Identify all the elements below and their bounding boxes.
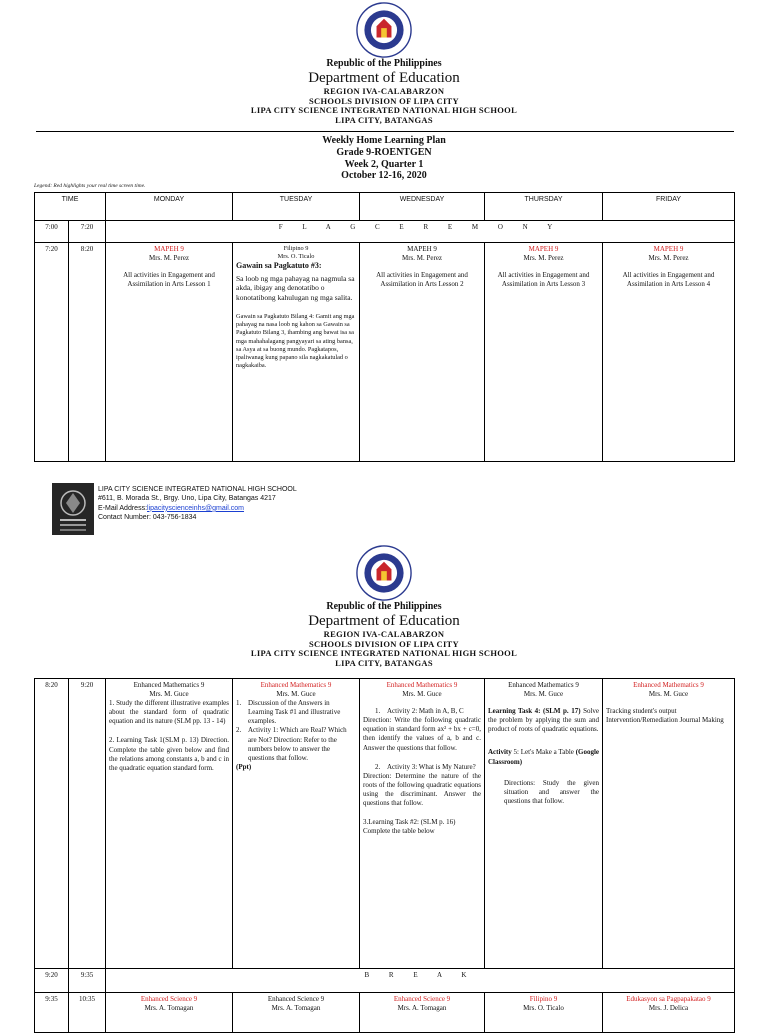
time-end: 7:20	[69, 221, 106, 243]
plan-week: Week 2, Quarter 1	[344, 158, 424, 170]
subject-name: Enhanced Mathematics 9	[633, 681, 704, 689]
page1-header	[0, 58, 768, 126]
teacher-name: Mrs. J. Delica	[648, 1004, 689, 1013]
list-item: 2. Activity 1: Which are Real? Which are Not? Direction: Refer to the numbers below to answer the questions that follow.	[236, 726, 347, 762]
thursday-cell	[485, 679, 603, 969]
tuesday-header: TUESDAY	[233, 193, 360, 221]
subject-name: Enhanced Science 9	[267, 995, 325, 1003]
plan-info	[0, 135, 768, 182]
footer-school: LIPA CITY SCIENCE INTEGRATED NATIONAL HIGH SCHOOL	[98, 486, 297, 493]
footer-email-line	[98, 504, 297, 513]
teacher-name: Mrs. O. Ticalo	[523, 1004, 564, 1013]
list-item: 1. Discussion of the Answers in Learning Task #1 and illustrative examples.	[236, 699, 341, 726]
ppt-note: (Ppt)	[236, 762, 252, 771]
page2-header	[0, 601, 768, 669]
time-start: 9:20	[35, 969, 69, 993]
break-row	[35, 969, 735, 993]
item-1-text: Study the different illustrative examples about the standard form of quadratic equation and its nature (SLM pp. 13 - 14)	[109, 699, 230, 726]
item-1-number: 1.	[109, 699, 115, 708]
lt4-text: Solve the problem by applying the sum and product of roots of quadratic equations.	[488, 707, 600, 734]
legend-text: Legend: Red highlights your real time screen time.	[34, 183, 146, 189]
time-start: 9:35	[35, 993, 69, 1033]
flag-row	[35, 221, 735, 243]
header-divider	[36, 131, 734, 132]
act5-gc: (Google Classroom)	[488, 748, 600, 766]
region-text: REGION IVA-CALABARZON	[323, 85, 445, 96]
plan-grade: Grade 9-ROENTGEN	[336, 146, 432, 158]
subject-name: MAPEH 9	[528, 245, 559, 253]
thursday-cell	[485, 243, 603, 462]
learning-task-4	[488, 707, 599, 734]
city-text: LIPA CITY, BATANGAS	[335, 115, 433, 126]
time-start: 7:00	[35, 221, 69, 243]
day-header-row	[35, 193, 735, 221]
subject-name: Enhanced Mathematics 9	[260, 681, 332, 689]
friday-cell	[603, 679, 735, 969]
item-2: 2. Learning Task 1(SLM p. 13) Direction. Complete the table given below and find the relations among constants a, b and c in the quadratic equation standard form.	[109, 736, 229, 772]
teacher-name: Mrs. M. Perez	[523, 254, 564, 263]
division-text: SCHOOLS DIVISION OF LIPA CITY	[309, 95, 459, 106]
city-text: LIPA CITY, BATANGAS	[335, 658, 433, 669]
break-label: B R E A K	[106, 969, 735, 993]
table-row	[35, 679, 735, 969]
learning-task-2: 3.Learning Task #2: (SLM p. 16) Complete the table below	[363, 818, 456, 836]
wednesday-cell	[360, 243, 485, 462]
time-start: 8:20	[35, 679, 69, 969]
email-link[interactable]: lipacityscienceinhs@gmail.com	[147, 504, 245, 512]
tuesday-cell	[233, 243, 360, 462]
division-text: SCHOOLS DIVISION OF LIPA CITY	[309, 638, 459, 649]
gawain-text: Sa loob ng mga pahayag na nagmula sa akda, ibigay ang denotatibo o konotatibong kahulugan ng mga salita.	[236, 273, 355, 303]
teacher-name: Mrs. M. Guce	[149, 690, 189, 699]
subject-name: Filipino 9	[283, 245, 309, 252]
friday-cell	[603, 993, 735, 1033]
teacher-name: Mrs. M. Perez	[648, 254, 689, 263]
activity-text: All activities in Engagement and Assimilation in Arts Lesson 4	[622, 271, 715, 289]
activity-text: All activities in Engagement and Assimilation in Arts Lesson 1	[123, 271, 215, 289]
wednesday-cell	[360, 679, 485, 969]
school-text: LIPA CITY SCIENCE INTEGRATED NATIONAL HIGH SCHOOL	[250, 105, 518, 116]
email-label: E-Mail Address:	[98, 504, 148, 512]
activity-2-direction: Direction: Write the following quadratic equation in standard form ax² + bx + c=0, then identify the values of a, b and c. Answer the questions that follow.	[363, 716, 481, 752]
footer-text	[98, 485, 297, 523]
subject-name: MAPEH 9	[154, 245, 184, 253]
subject-name: Enhanced Science 9	[140, 995, 198, 1003]
monday-header: MONDAY	[106, 193, 233, 221]
list-item: 2. Activity 3: What is My Nature?	[375, 762, 476, 771]
time-end: 8:20	[69, 243, 106, 462]
plan-title: Weekly Home Learning Plan	[322, 135, 446, 146]
plan-dates: October 12-16, 2020	[341, 170, 427, 182]
time-header: TIME	[35, 193, 106, 221]
activity-text: All activities in Engagement and Assimilation in Arts Lesson 2	[376, 271, 468, 289]
teacher-name: Mrs. M. Guce	[648, 690, 689, 699]
monday-cell	[106, 243, 233, 462]
teacher-name: Mrs. A. Tomagan	[397, 1004, 447, 1013]
time-end: 9:35	[69, 969, 106, 993]
region-text: REGION IVA-CALABARZON	[323, 628, 445, 639]
friday-header: FRIDAY	[603, 193, 735, 221]
subject-name: Enhanced Mathematics 9	[133, 681, 205, 689]
lt4-title: Learning Task 4: (SLM p. 17)	[488, 707, 581, 716]
teacher-name: Mrs. M. Guce	[523, 690, 564, 699]
teacher-name: Mrs. M. Guce	[402, 690, 442, 699]
time-start: 7:20	[35, 243, 69, 462]
friday-note: Tracking student's output Intervention/Remediation Journal Making	[606, 707, 724, 725]
gawain-title: Gawain sa Pagkatuto #3:	[236, 261, 322, 271]
teacher-name: Mrs. A. Tomagan	[271, 1004, 321, 1013]
teacher-name: Mrs. M. Perez	[148, 254, 190, 263]
activity-5	[488, 748, 599, 766]
subject-name: Enhanced Mathematics 9	[508, 681, 579, 689]
department-title: Department of Education	[308, 69, 460, 86]
wednesday-cell	[360, 993, 485, 1033]
gawain4-text: Gawain sa Pagkatuto Bilang 4: Gamit ang mga pahayag na nasa loob ng kahon sa Gawain sa Pagkatuto Bilang 3, ihambing ang bawat isa sa mga mahahalagang pangyayari sa ating bansa, sa Asya at sa buong mundo. Pagkatapos, ipaliwanag kung papano sila nagkakatulad o nagkakaiba.	[236, 312, 355, 370]
teacher-name: Mrs. M. Guce	[276, 690, 316, 699]
deped-seal-icon	[356, 545, 412, 601]
activity-text: All activities in Engagement and Assimilation in Arts Lesson 3	[497, 271, 590, 289]
schedule-table-page2	[34, 678, 735, 1033]
list-item: 1. Activity 2: Math in A, B, C	[375, 707, 464, 716]
subject-name: Enhanced Mathematics 9	[386, 681, 458, 689]
item-1	[109, 699, 229, 726]
subject-name: MAPEH 9	[407, 245, 437, 253]
deped-seal-icon	[356, 2, 412, 58]
table-row	[35, 243, 735, 462]
subject-name: Edukasyon sa Pagpapakatao 9	[626, 995, 711, 1003]
time-end: 9:20	[69, 679, 106, 969]
department-title: Department of Education	[308, 612, 460, 629]
friday-cell	[603, 243, 735, 462]
teacher-name: Mrs. A. Tomagan	[144, 1004, 194, 1013]
directions-text: Directions: Study the given situation and answer the questions that follow.	[504, 778, 599, 805]
table-row	[35, 993, 735, 1033]
footer-address: #611, B. Morada St., Brgy. Uno, Lipa City, Batangas 4217	[98, 495, 276, 503]
thursday-cell	[485, 993, 603, 1033]
activity-3-direction: Direction: Determine the nature of the roots of the following quadratic equations using the discriminant. Answer the questions that follow.	[363, 771, 481, 808]
act5-text: 5: Let's Make a Table	[513, 748, 574, 757]
republic-text: Republic of the Philippines	[326, 601, 442, 612]
tuesday-cell	[233, 679, 360, 969]
monday-cell	[106, 679, 233, 969]
schedule-table-page1	[34, 192, 735, 462]
wednesday-header: WEDNESDAY	[360, 193, 485, 221]
teacher-name: Mrs. M. Perez	[401, 254, 443, 263]
act5-title: Activity	[488, 748, 512, 757]
teacher-name: Mrs. O. Ticalo	[277, 253, 315, 261]
subject-name: Enhanced Science 9	[393, 995, 451, 1003]
footer-contact: Contact Number: 043-756-1834	[98, 514, 197, 522]
subject-name: MAPEH 9	[653, 245, 684, 253]
flag-ceremony-label: F L A G C E R E M O N Y	[106, 221, 735, 243]
tuesday-cell	[233, 993, 360, 1033]
school-text: LIPA CITY SCIENCE INTEGRATED NATIONAL HIGH SCHOOL	[250, 648, 518, 659]
school-footer	[52, 483, 452, 535]
subject-name: Filipino 9	[529, 995, 558, 1003]
republic-text: Republic of the Philippines	[326, 58, 442, 69]
thursday-header: THURSDAY	[485, 193, 603, 221]
time-end: 10:35	[69, 993, 106, 1033]
school-logo-icon	[52, 483, 94, 535]
monday-cell	[106, 993, 233, 1033]
